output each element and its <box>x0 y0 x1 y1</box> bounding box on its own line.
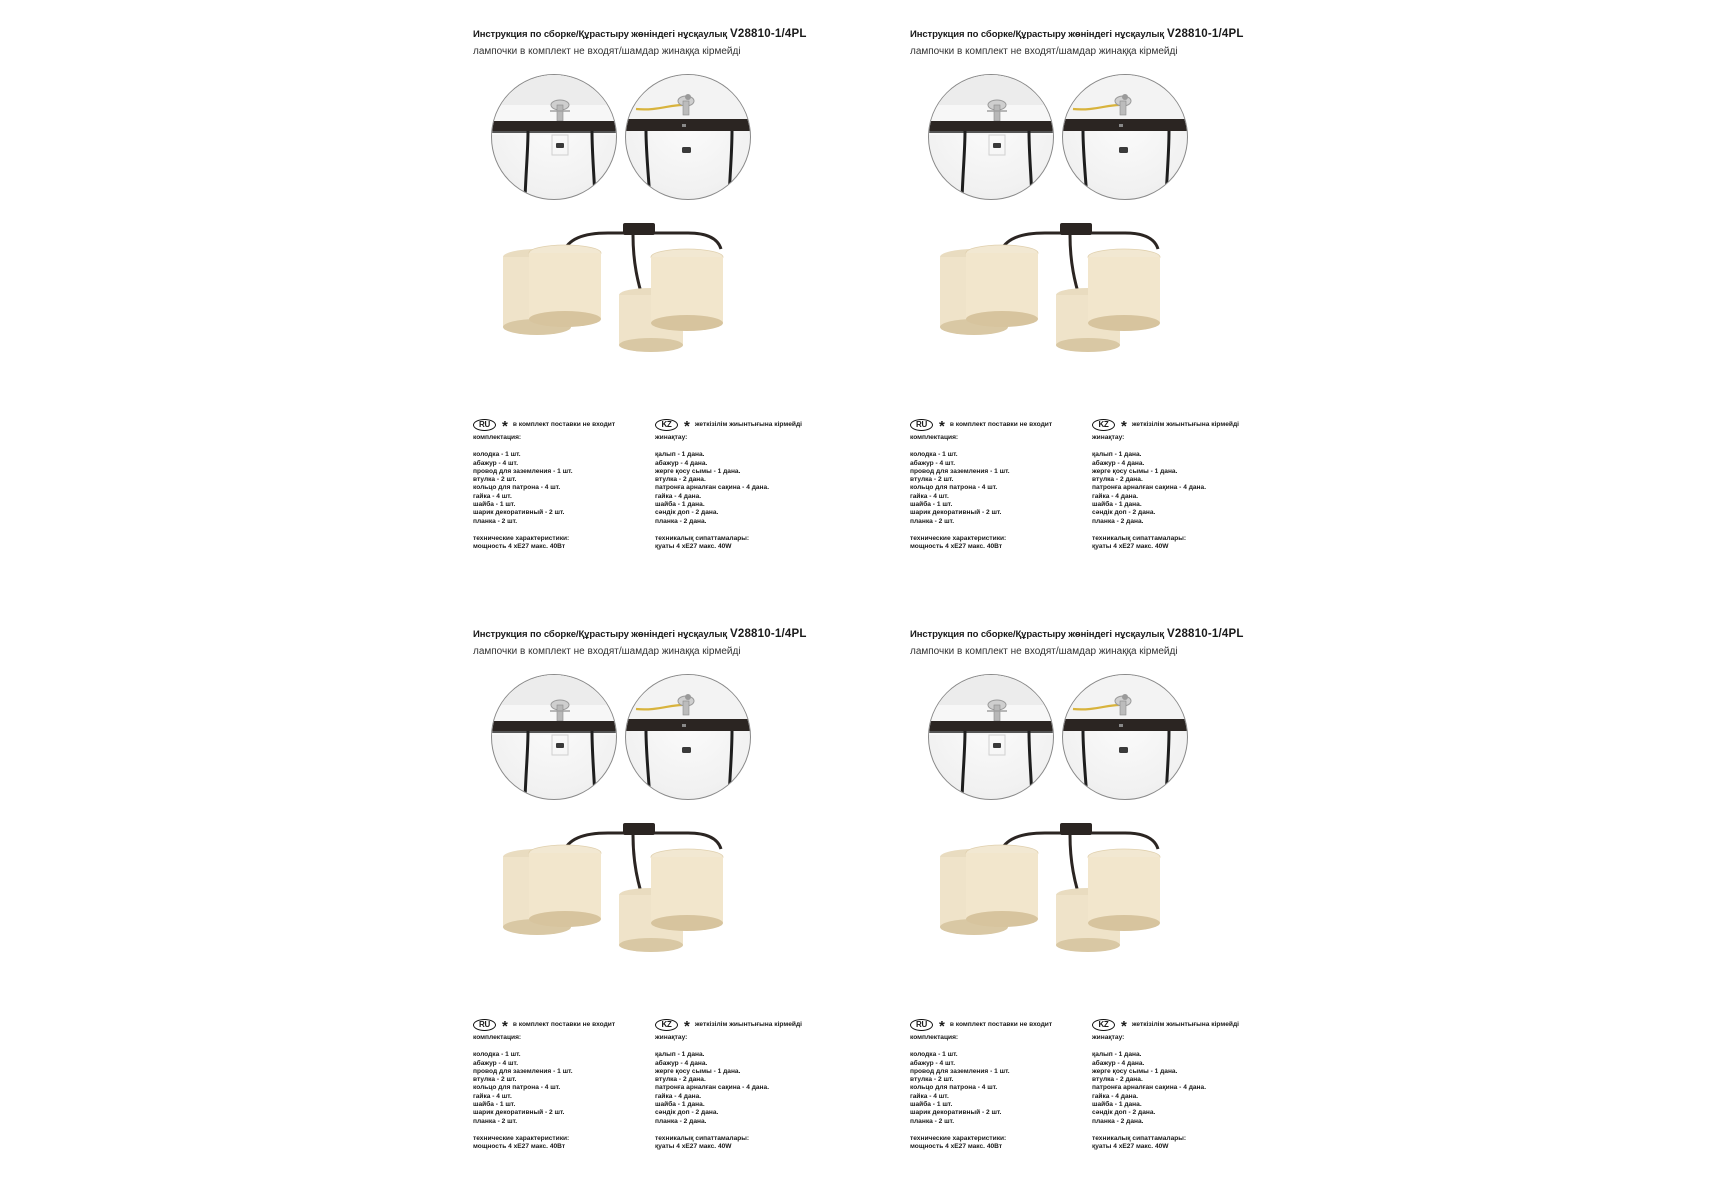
ru-header <box>473 1018 616 1035</box>
kz-header <box>655 418 802 435</box>
ru-badge: RU <box>910 1019 933 1031</box>
contents-item: абажур - 4 шт. <box>473 1059 519 1067</box>
ru-spec-value: мощность 4 хЕ27 макс. 40Вт <box>473 1143 566 1151</box>
instruction-panel <box>473 628 913 1188</box>
kz-spec-value: қуаты 4 хЕ27 макс. 40W <box>655 543 732 551</box>
ru-contents-label: комплектация: <box>473 434 522 441</box>
model-number: V28810-1/4PL <box>1167 628 1244 640</box>
instruction-title <box>910 628 1244 640</box>
contents-item: втулка - 2 шт. <box>910 1076 954 1084</box>
contents-item: қалып - 1 дана. <box>1092 1051 1142 1059</box>
contents-item: гайка - 4 шт. <box>910 1092 949 1100</box>
ru-not-included-note: в комплект поставки не входит <box>949 420 1053 428</box>
contents-item: абажур - 4 дана. <box>1092 459 1145 467</box>
mounting-detail-wire <box>625 674 751 800</box>
contents-item: планка - 2 дана. <box>1092 517 1144 525</box>
contents-item: гайка - 4 шт. <box>910 492 949 500</box>
ru-header <box>910 418 1053 435</box>
asterisk-icon: * <box>1121 418 1127 435</box>
kz-spec-label: техникалық сипаттамалары: <box>655 534 750 542</box>
kz-column <box>655 1018 802 1152</box>
instruction-title <box>473 628 807 640</box>
wire-detail-icon <box>1063 75 1187 199</box>
asterisk-icon: * <box>939 418 945 435</box>
wire-detail-icon <box>626 75 750 199</box>
contents-item: планка - 2 дана. <box>1092 1117 1144 1125</box>
contents-item: шайба - 1 дана. <box>1092 1101 1142 1109</box>
kz-spec-label: техникалық сипаттамалары: <box>1092 534 1187 542</box>
title-text: Инструкция по сборке/Құрастыру жөніндегі нұсқаулық <box>473 629 727 640</box>
ru-contents-label: комплектация: <box>910 434 959 441</box>
kz-column <box>655 418 802 552</box>
bolt-detail-icon <box>492 675 616 799</box>
kz-not-included-note: жеткізілім жиынтығына кірмейді <box>1131 420 1239 428</box>
contents-item: гайка - 4 дана. <box>1092 492 1139 500</box>
ru-column <box>473 1018 615 1152</box>
ru-contents-label: комплектация: <box>910 1034 959 1041</box>
contents-item: провод для заземления - 1 шт. <box>910 1067 1010 1075</box>
asterisk-icon: * <box>502 418 508 435</box>
instruction-title <box>473 28 807 40</box>
asterisk-icon: * <box>502 1018 508 1035</box>
model-number: V28810-1/4PL <box>730 628 807 640</box>
contents-item: абажур - 4 дана. <box>655 1059 708 1067</box>
chandelier-illustration <box>473 813 803 1003</box>
contents-item: втулка - 2 дана. <box>655 1076 706 1084</box>
bolt-detail-icon <box>929 675 1053 799</box>
contents-item: кольцо для патрона - 4 шт. <box>910 1084 998 1092</box>
contents-item: колодка - 1 шт. <box>910 1051 958 1059</box>
kz-contents-label: жинақтау: <box>655 1034 688 1041</box>
ru-spec-value: мощность 4 хЕ27 макс. 40Вт <box>910 543 1003 551</box>
contents-item: шарик декоративный - 2 шт. <box>473 1109 565 1117</box>
ru-spec-label: технические характеристики: <box>910 534 1007 542</box>
kz-header <box>1092 418 1239 435</box>
ru-contents-list <box>910 1051 1052 1126</box>
contents-item: абажур - 4 шт. <box>910 459 956 467</box>
contents-item: қалып - 1 дана. <box>655 451 705 459</box>
contents-item: втулка - 2 шт. <box>473 1076 517 1084</box>
kz-contents-label: жинақтау: <box>655 434 688 441</box>
contents-item: қалып - 1 дана. <box>1092 451 1142 459</box>
bolt-detail-icon <box>929 75 1053 199</box>
contents-item: планка - 2 шт. <box>473 1117 518 1125</box>
kz-badge: KZ <box>1092 419 1115 431</box>
contents-item: шайба - 1 дана. <box>1092 501 1142 509</box>
ru-badge: RU <box>473 1019 496 1031</box>
ru-not-included-note: в комплект поставки не входит <box>512 1020 616 1028</box>
chandelier-photo <box>473 213 803 403</box>
mounting-detail-wire <box>1062 74 1188 200</box>
contents-item: гайка - 4 дана. <box>1092 1092 1139 1100</box>
contents-item: колодка - 1 шт. <box>473 1051 521 1059</box>
contents-item: планка - 2 шт. <box>473 517 518 525</box>
ru-badge: RU <box>910 419 933 431</box>
kz-header <box>1092 1018 1239 1035</box>
contents-item: жерге қосу сымы - 1 дана. <box>655 467 741 475</box>
kz-not-included-note: жеткізілім жиынтығына кірмейді <box>694 420 802 428</box>
contents-item: шайба - 1 дана. <box>655 1101 705 1109</box>
kz-spec-label: техникалық сипаттамалары: <box>655 1134 750 1142</box>
ru-header <box>910 1018 1053 1035</box>
contents-item: планка - 2 дана. <box>655 1117 707 1125</box>
contents-item: гайка - 4 дана. <box>655 1092 702 1100</box>
kz-contents-label: жинақтау: <box>1092 434 1125 441</box>
contents-item: шарик декоративный - 2 шт. <box>910 509 1002 517</box>
contents-item: провод для заземления - 1 шт. <box>473 1067 573 1075</box>
ru-spec-label: технические характеристики: <box>473 534 570 542</box>
contents-item: кольцо для патрона - 4 шт. <box>910 484 998 492</box>
contents-item: втулка - 2 шт. <box>910 476 954 484</box>
contents-item: абажур - 4 дана. <box>655 459 708 467</box>
mounting-detail-bolt <box>928 674 1054 800</box>
kz-column <box>1092 418 1239 552</box>
asterisk-icon: * <box>684 1018 690 1035</box>
contents-item: патронға арналған сақина - 4 дана. <box>655 1084 770 1092</box>
wire-detail-icon <box>626 675 750 799</box>
contents-item: абажур - 4 шт. <box>910 1059 956 1067</box>
bulbs-not-included-note: лампочки в комплект не входят/шамдар жинаққа кірмейді <box>910 46 1178 57</box>
contents-item: жерге қосу сымы - 1 дана. <box>1092 467 1178 475</box>
contents-item: патронға арналған сақина - 4 дана. <box>1092 1084 1207 1092</box>
contents-item: сәндік доп - 2 дана. <box>655 1109 719 1117</box>
contents-item: планка - 2 шт. <box>910 517 955 525</box>
mounting-detail-bolt <box>491 674 617 800</box>
contents-item: гайка - 4 дана. <box>655 492 702 500</box>
kz-spec-value: қуаты 4 хЕ27 макс. 40W <box>655 1143 732 1151</box>
contents-item: провод для заземления - 1 шт. <box>473 467 573 475</box>
instruction-panel <box>473 28 913 588</box>
title-text: Инструкция по сборке/Құрастыру жөніндегі нұсқаулық <box>473 29 727 40</box>
bulbs-not-included-note: лампочки в комплект не входят/шамдар жинаққа кірмейді <box>473 46 741 57</box>
chandelier-photo <box>910 213 1240 403</box>
ru-not-included-note: в комплект поставки не входит <box>949 1020 1053 1028</box>
kz-spec-value: қуаты 4 хЕ27 макс. 40W <box>1092 1143 1169 1151</box>
ru-badge: RU <box>473 419 496 431</box>
contents-item: шайба - 1 дана. <box>655 501 705 509</box>
contents-item: кольцо для патрона - 4 шт. <box>473 484 561 492</box>
ru-header <box>473 418 616 435</box>
contents-item: втулка - 2 шт. <box>473 476 517 484</box>
contents-item: провод для заземления - 1 шт. <box>910 467 1010 475</box>
contents-item: шайба - 1 шт. <box>473 1101 516 1109</box>
contents-item: жерге қосу сымы - 1 дана. <box>1092 1067 1178 1075</box>
asterisk-icon: * <box>1121 1018 1127 1035</box>
instruction-panel <box>910 628 1350 1188</box>
mounting-detail-bolt <box>928 74 1054 200</box>
contents-item: втулка - 2 дана. <box>1092 1076 1143 1084</box>
kz-badge: KZ <box>1092 1019 1115 1031</box>
mounting-detail-wire <box>625 74 751 200</box>
kz-contents-label: жинақтау: <box>1092 1034 1125 1041</box>
kz-spec-label: техникалық сипаттамалары: <box>1092 1134 1187 1142</box>
contents-item: кольцо для патрона - 4 шт. <box>473 1084 561 1092</box>
ru-column <box>910 418 1052 552</box>
ru-column <box>473 418 615 552</box>
contents-item: планка - 2 шт. <box>910 1117 955 1125</box>
contents-item: абажур - 4 дана. <box>1092 1059 1145 1067</box>
bolt-detail-icon <box>492 75 616 199</box>
contents-item: патронға арналған сақина - 4 дана. <box>1092 484 1207 492</box>
contents-item: сәндік доп - 2 дана. <box>655 509 719 517</box>
ru-contents-list <box>910 451 1052 526</box>
asterisk-icon: * <box>939 1018 945 1035</box>
mounting-detail-wire <box>1062 674 1188 800</box>
kz-not-included-note: жеткізілім жиынтығына кірмейді <box>694 1020 802 1028</box>
kz-badge: KZ <box>655 1019 678 1031</box>
ru-not-included-note: в комплект поставки не входит <box>512 420 616 428</box>
contents-item: гайка - 4 шт. <box>473 1092 512 1100</box>
ru-spec-label: технические характеристики: <box>473 1134 570 1142</box>
ru-contents-label: комплектация: <box>473 1034 522 1041</box>
instruction-panel <box>910 28 1350 588</box>
chandelier-illustration <box>910 813 1240 1003</box>
ru-column <box>910 1018 1052 1152</box>
kz-contents-list <box>655 451 802 526</box>
contents-item: планка - 2 дана. <box>655 517 707 525</box>
contents-item: шайба - 1 шт. <box>910 1101 953 1109</box>
kz-badge: KZ <box>655 419 678 431</box>
kz-column <box>1092 1018 1239 1152</box>
asterisk-icon: * <box>684 418 690 435</box>
ru-spec-label: технические характеристики: <box>910 1134 1007 1142</box>
wire-detail-icon <box>1063 675 1187 799</box>
kz-contents-list <box>1092 1051 1239 1126</box>
contents-item: втулка - 2 дана. <box>655 476 706 484</box>
chandelier-illustration <box>473 213 803 403</box>
instruction-title <box>910 28 1244 40</box>
contents-item: қалып - 1 дана. <box>655 1051 705 1059</box>
contents-item: жерге қосу сымы - 1 дана. <box>655 1067 741 1075</box>
chandelier-photo <box>473 813 803 1003</box>
contents-item: колодка - 1 шт. <box>473 451 521 459</box>
chandelier-photo <box>910 813 1240 1003</box>
contents-item: сәндік доп - 2 дана. <box>1092 1109 1156 1117</box>
ru-contents-list <box>473 451 615 526</box>
ru-spec-value: мощность 4 хЕ27 макс. 40Вт <box>473 543 566 551</box>
title-text: Инструкция по сборке/Құрастыру жөніндегі нұсқаулық <box>910 629 1164 640</box>
bulbs-not-included-note: лампочки в комплект не входят/шамдар жинаққа кірмейді <box>473 646 741 657</box>
contents-item: патронға арналған сақина - 4 дана. <box>655 484 770 492</box>
contents-item: колодка - 1 шт. <box>910 451 958 459</box>
model-number: V28810-1/4PL <box>1167 28 1244 40</box>
mounting-detail-bolt <box>491 74 617 200</box>
kz-spec-value: қуаты 4 хЕ27 макс. 40W <box>1092 543 1169 551</box>
bulbs-not-included-note: лампочки в комплект не входят/шамдар жинаққа кірмейді <box>910 646 1178 657</box>
title-text: Инструкция по сборке/Құрастыру жөніндегі нұсқаулық <box>910 29 1164 40</box>
kz-contents-list <box>1092 451 1239 526</box>
contents-item: гайка - 4 шт. <box>473 492 512 500</box>
kz-contents-list <box>655 1051 802 1126</box>
kz-not-included-note: жеткізілім жиынтығына кірмейді <box>1131 1020 1239 1028</box>
model-number: V28810-1/4PL <box>730 28 807 40</box>
chandelier-illustration <box>910 213 1240 403</box>
kz-header <box>655 1018 802 1035</box>
contents-item: шарик декоративный - 2 шт. <box>473 509 565 517</box>
contents-item: шайба - 1 шт. <box>910 501 953 509</box>
contents-item: шайба - 1 шт. <box>473 501 516 509</box>
contents-item: шарик декоративный - 2 шт. <box>910 1109 1002 1117</box>
contents-item: втулка - 2 дана. <box>1092 476 1143 484</box>
contents-item: абажур - 4 шт. <box>473 459 519 467</box>
ru-spec-value: мощность 4 хЕ27 макс. 40Вт <box>910 1143 1003 1151</box>
ru-contents-list <box>473 1051 615 1126</box>
contents-item: сәндік доп - 2 дана. <box>1092 509 1156 517</box>
